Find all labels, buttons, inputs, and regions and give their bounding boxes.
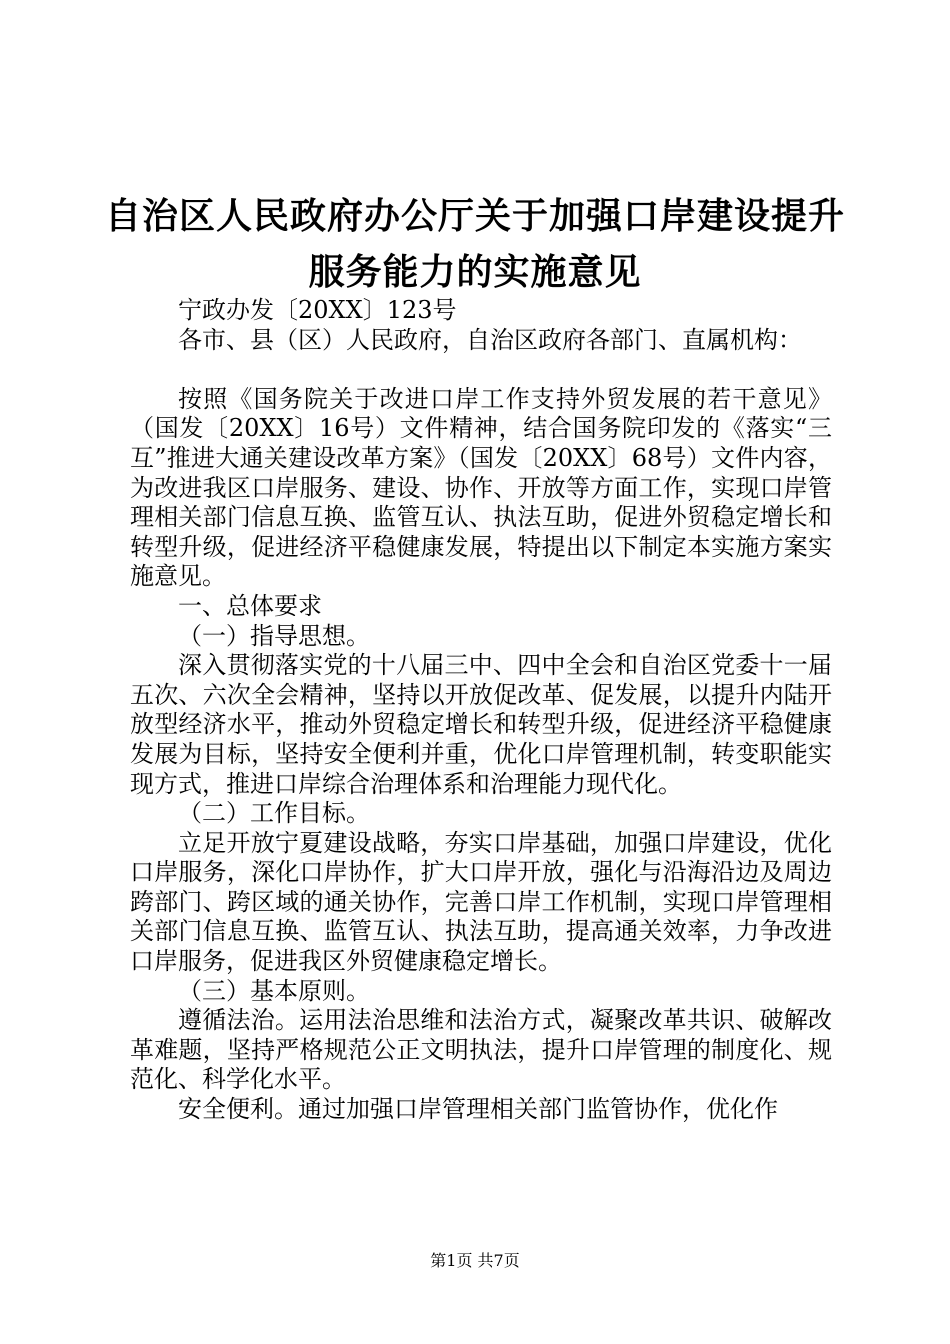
document-title-line-1: 自治区人民政府办公厅关于加强口岸建设提升 [104, 195, 845, 237]
subheading-work-goals: （二）工作目标。 [178, 799, 370, 828]
document-number: 宁政办发〔20XX〕123号 [178, 296, 457, 324]
paragraph-guiding-ideology: 深入贯彻落实党的十八届三中、四中全会和自治区党委十一届五次、六次全会精神，坚持以开放促改革、促发展，以提升内陆开放型经济水平，推动外贸稳定增长和转型升级，促进经济平稳健康发展为目标，坚持安全便利并重，优化口岸管理机制，转变职能实现方式，推进口岸综合治理体系和治理能力现代化。 [130, 651, 832, 798]
section-heading-general-requirements: 一、总体要求 [178, 591, 322, 620]
subheading-guiding-ideology: （一）指导思想。 [178, 621, 370, 650]
blank-line [130, 355, 832, 385]
page-footer: 第1页 共7页 [430, 1251, 520, 1270]
paragraph-rule-of-law: 遵循法治。运用法治思维和法治方式，凝聚改革共识、破解改革难题，坚持严格规范公正文明执法，提升口岸管理的制度化、规范化、科学化水平。 [130, 1006, 832, 1094]
paragraph-safety-convenience: 安全便利。通过加强口岸管理相关部门监管协作，优化作 [178, 1095, 778, 1124]
addressee-line: 各市、县（区）人民政府，自治区政府各部门、直属机构： [178, 325, 802, 354]
paragraph-work-goals: 立足开放宁夏建设战略，夯实口岸基础，加强口岸建设，优化口岸服务，深化口岸协作，扩大口岸开放，强化与沿海沿边及周边跨部门、跨区域的通关协作，完善口岸工作机制，实现口岸管理相关部门信息互换、监管互认、执法互助，提高通关效率，力争改进口岸服务，促进我区外贸健康稳定增长。 [130, 828, 832, 976]
document-body [130, 296, 832, 1125]
document-title-line-2: 服务能力的实施意见 [308, 251, 642, 293]
paragraph-intro: 按照《国务院关于改进口岸工作支持外贸发展的若干意见》（国发〔20XX〕16号）文件精神，结合国务院印发的《落实“三互”推进大通关建设改革方案》（国发〔20XX〕68号）文件内容，为改进我区口岸服务、建设、协作、开放等方面工作，实现口岸管理相关部门信息互换、监管互认、执法互助，促进外贸稳定增长和转型升级，促进经济平稳健康发展，特提出以下制定本实施方案实施意见。 [130, 384, 832, 591]
subheading-basic-principles: （三）基本原则。 [178, 976, 370, 1005]
